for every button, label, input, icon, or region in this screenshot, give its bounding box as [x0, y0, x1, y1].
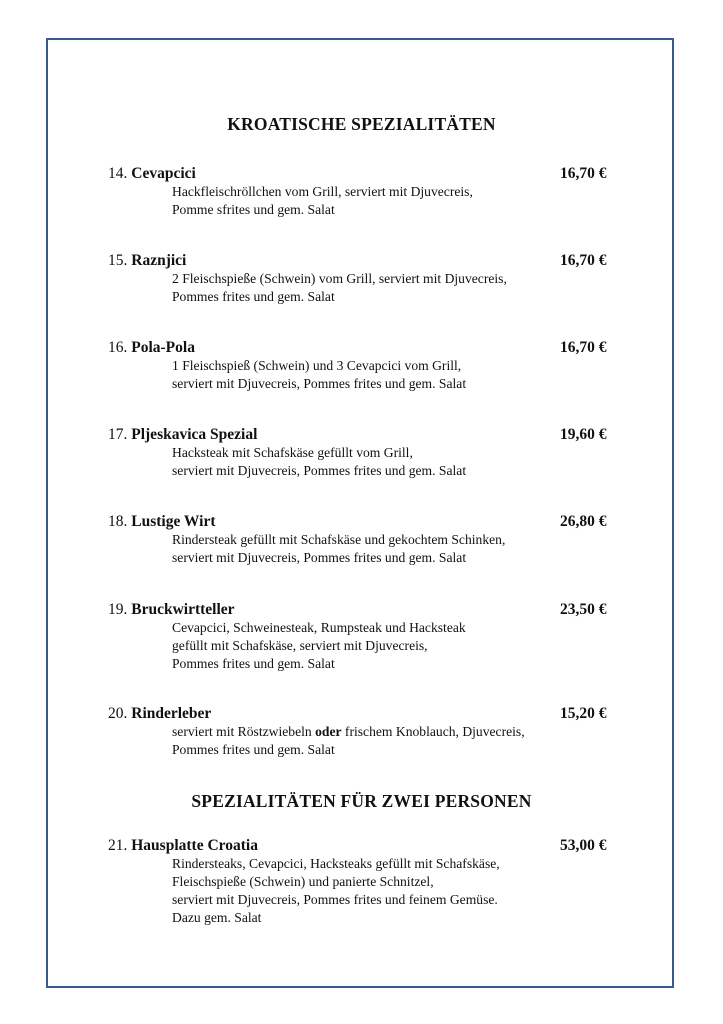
item-description: [172, 531, 723, 567]
item-header: [108, 426, 257, 444]
description-line: Fleischspieße (Schwein) und panierte Schnitzel,: [172, 874, 434, 889]
description-line: Pommes frites und gem. Salat: [172, 656, 335, 671]
item-number: 18.: [108, 513, 128, 530]
item-header: [108, 252, 186, 270]
description-line: Rindersteak gefüllt mit Schafskäse und gekochtem Schinken,: [172, 532, 506, 547]
description-line: Dazu gem. Salat: [172, 910, 262, 925]
menu-item-20: [0, 705, 723, 759]
item-number: 14.: [108, 165, 128, 182]
item-header: [108, 705, 211, 723]
item-number: 17.: [108, 426, 128, 443]
menu-item-18: [0, 513, 723, 567]
item-price: 16,70 €: [560, 339, 607, 356]
description-text: frischem Knoblauch, Djuvecreis,: [341, 724, 525, 739]
item-description: [172, 723, 723, 759]
description-line: Hackfleischröllchen vom Grill, serviert mit Djuvecreis,: [172, 184, 473, 199]
item-price: 19,60 €: [560, 426, 607, 443]
item-description: [172, 357, 723, 393]
description-emphasis: oder: [315, 724, 342, 739]
description-line: [172, 723, 723, 741]
item-price: 23,50 €: [560, 601, 607, 618]
description-line: Hacksteak mit Schafskäse gefüllt vom Grill,: [172, 445, 413, 460]
description-line: 1 Fleischspieß (Schwein) und 3 Cevapcici vom Grill,: [172, 358, 462, 373]
section-title-kroatische-spezialitaeten: KROATISCHE SPEZIALITÄTEN: [227, 114, 496, 134]
menu-item-16: [0, 339, 723, 393]
item-name: Pola-Pola: [131, 339, 195, 356]
item-name: Pljeskavica Spezial: [131, 426, 258, 443]
item-description: [172, 855, 723, 927]
description-line: 2 Fleischspieße (Schwein) vom Grill, serviert mit Djuvecreis,: [172, 271, 507, 286]
item-description: [172, 619, 723, 673]
item-price: 53,00 €: [560, 837, 607, 854]
item-price: 15,20 €: [560, 705, 607, 722]
item-name: Raznjici: [131, 252, 187, 269]
item-price: 16,70 €: [560, 165, 607, 182]
description-line: gefüllt mit Schafskäse, serviert mit Djuvecreis,: [172, 638, 428, 653]
item-header: [108, 837, 258, 855]
description-line: Rindersteaks, Cevapcici, Hacksteaks gefüllt mit Schafskäse,: [172, 856, 500, 871]
description-line: Pomme sfrites und gem. Salat: [172, 202, 335, 217]
item-number: 19.: [108, 601, 128, 618]
description-line: serviert mit Djuvecreis, Pommes frites und feinem Gemüse.: [172, 892, 498, 907]
description-line: Cevapcici, Schweinesteak, Rumpsteak und Hacksteak: [172, 620, 466, 635]
item-name: Cevapcici: [131, 165, 196, 182]
item-number: 21.: [108, 837, 128, 854]
item-number: 16.: [108, 339, 128, 356]
menu-item-17: [0, 426, 723, 480]
item-header: [108, 339, 195, 357]
menu-item-21: [0, 837, 723, 927]
description-text: serviert mit Röstzwiebeln: [172, 724, 316, 739]
item-header: [108, 513, 216, 531]
description-line: Pommes frites und gem. Salat: [172, 289, 335, 304]
menu-item-15: [0, 252, 723, 306]
menu-item-14: [0, 165, 723, 219]
item-description: [172, 444, 723, 480]
section-title-spezialitaeten-fuer-zwei-personen: SPEZIALITÄTEN FÜR ZWEI PERSONEN: [191, 791, 532, 811]
item-description: [172, 270, 723, 306]
item-price: 16,70 €: [560, 252, 607, 269]
item-name: Lustige Wirt: [131, 513, 216, 530]
description-line: Pommes frites und gem. Salat: [172, 742, 335, 757]
item-header: [108, 601, 235, 619]
description-line: serviert mit Djuvecreis, Pommes frites und gem. Salat: [172, 550, 467, 565]
menu-item-19: [0, 601, 723, 673]
item-name: Rinderleber: [131, 705, 212, 722]
item-number: 20.: [108, 705, 128, 722]
item-name: Hausplatte Croatia: [131, 837, 258, 854]
item-name: Bruckwirtteller: [131, 601, 235, 618]
item-description: [172, 183, 723, 219]
item-number: 15.: [108, 252, 128, 269]
item-header: [108, 165, 196, 183]
description-line: serviert mit Djuvecreis, Pommes frites und gem. Salat: [172, 376, 467, 391]
description-line: serviert mit Djuvecreis, Pommes frites und gem. Salat: [172, 463, 467, 478]
item-price: 26,80 €: [560, 513, 607, 530]
